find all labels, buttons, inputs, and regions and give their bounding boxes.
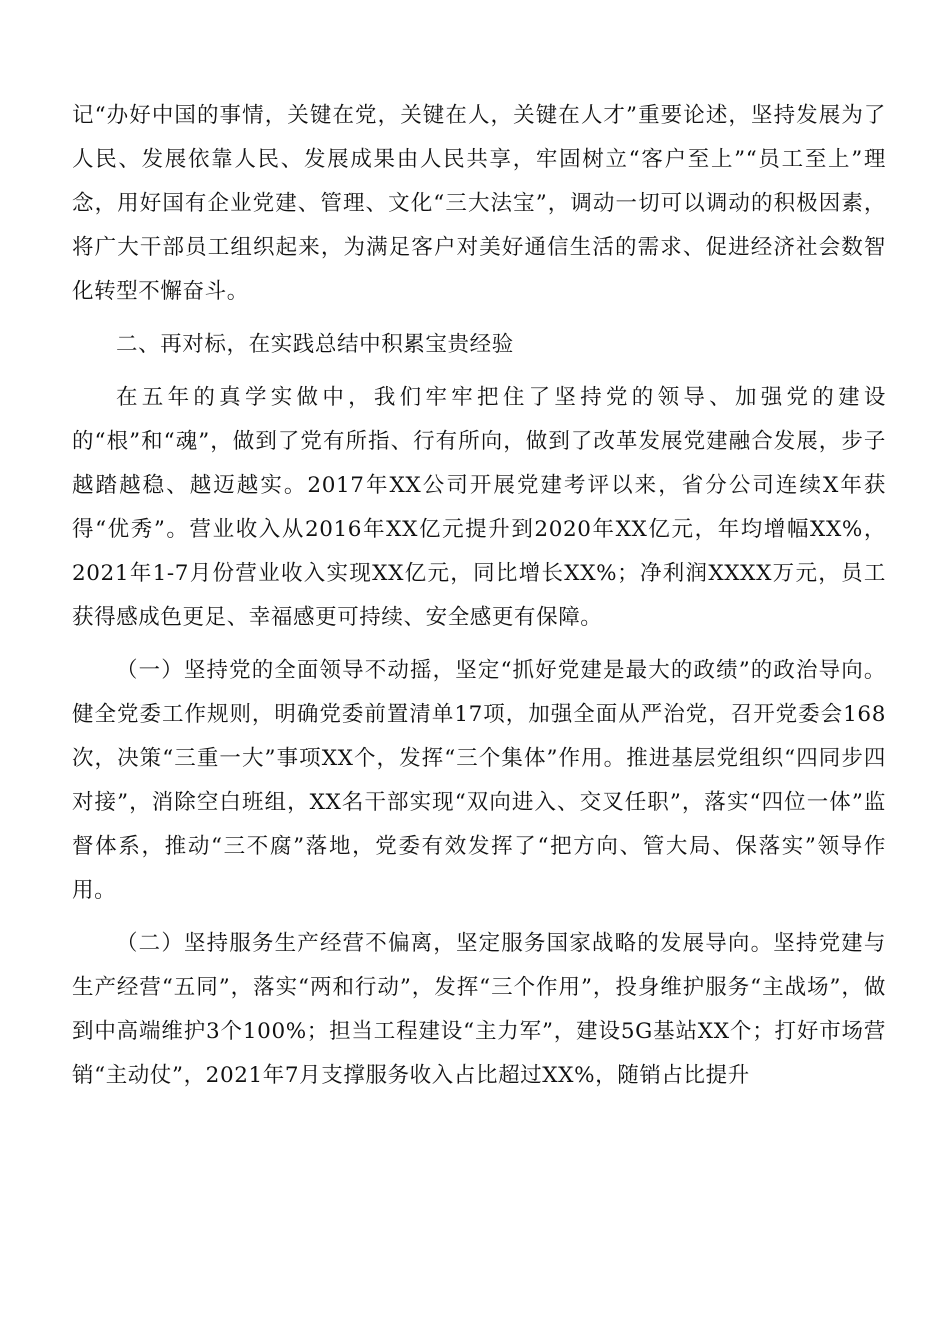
document-body	[72, 94, 886, 1107]
paragraph-summary: 在五年的真学实做中，我们牢牢把住了坚持党的领导、加强党的建设的“根”和“魂”，做到了党有所指、行有所向，做到了改革发展党建融合发展，步子越踏越稳、越迈越实。2017年XX公司开展党建考评以来，省分公司连续X年获得“优秀”。营业收入从2016年XX亿元提升到2020年XX亿元，年均增幅XX%，2021年1-7月份营业收入实现XX亿元，同比增长XX%；净利润XXXX万元，员工获得感成色更足、幸福感更可持续、安全感更有保障。	[72, 385, 886, 630]
section-heading: 二、再对标，在实践总结中积累宝贵经验	[116, 332, 514, 357]
paragraph-point-two: （二）坚持服务生产经营不偏离，坚定服务国家战略的发展导向。坚持党建与生产经营“五同”，落实“两和行动”，发挥“三个作用”，投身维护服务“主战场”，做到中高端维护3个100%；担当工程建设“主力军”，建设5G基站XX个；打好市场营销“主动仗”，2021年7月支撑服务收入占比超过XX%，随销占比提升	[72, 931, 886, 1088]
paragraph-continuation: 记“办好中国的事情，关键在党，关键在人，关键在人才”重要论述，坚持发展为了人民、发展依靠人民、发展成果由人民共享，牢固树立“客户至上”“员工至上”理念，用好国有企业党建、管理、文化“三大法宝”，调动一切可以调动的积极因素，将广大干部员工组织起来，为满足客户对美好通信生活的需求、促进经济社会数智化转型不懈奋斗。	[72, 103, 886, 304]
paragraph-point-one: （一）坚持党的全面领导不动摇，坚定“抓好党建是最大的政绩”的政治导向。健全党委工作规则，明确党委前置清单17项，加强全面从严治党，召开党委会168次，决策“三重一大”事项XX个，发挥“三个集体”作用。推进基层党组织“四同步四对接”，消除空白班组，XX名干部实现“双向进入、交叉任职”，落实“四位一体”监督体系，推动“三不腐”落地，党委有效发挥了“把方向、管大局、保落实”领导作用。	[72, 658, 886, 903]
